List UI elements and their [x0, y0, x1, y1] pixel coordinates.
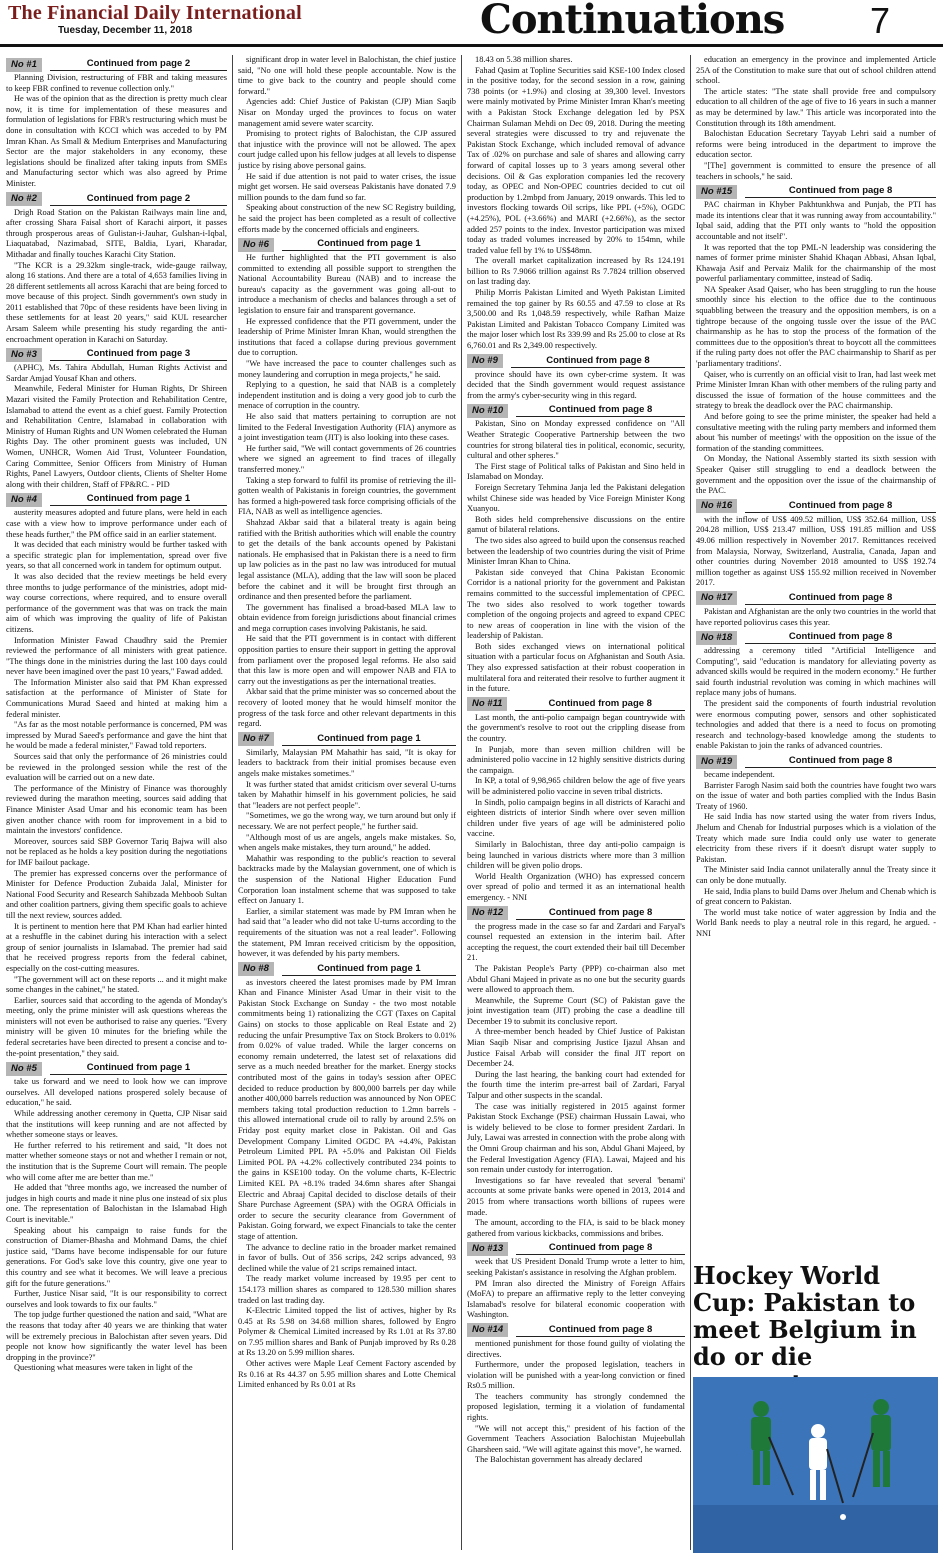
paragraph: Speaking about construction of the new SC Registry building, he said the project has been completed as a result of collective efforts made by the concerned officials and engineers.: [238, 203, 456, 234]
paragraph: Fahad Qasim at Topline Securities said KSE-100 Index closed in the positive today, for the second session in a row, gaining 738 points (or +1.9%) and closing at 39,300 level. Investors were mainly motivated by Prime Minister Imran Khan's meeting with a Pakistan Stock Exchange delegation led by PSX Chairman Sulaman Mehdi on Dec 09, 2018. During the meeting several strategies were discussed to try and rejuvenate the Pakistan Stock Exchange, which included removal of advance Tax of .02% on purchase and sale of shares and allowing carry forward of capital losses up to 3 years among several other decisions. Oil & Gas exploration companies led the recovery today, as OPEC and Non-OPEC countries decided to cut oil production by 1.2mbpd from January, 2019 onwards. This led to investors flocking towards Oil scrips, like PPL (+5%), OGDC (+4.25%), POL (+3.66%) and MARI (+2.66%), as the sector added 257 points to the index. Investor participation was mixed today as traded volumes increased by 20% to 154mn, while traded value fell by 1% to US$48mn.: [467, 65, 685, 255]
paragraph: Similarly, Malaysian PM Mahathir has said, "It is okay for leaders to backtrack from their initial promises because even angels make mistakes sometimes.": [238, 747, 456, 778]
continuation-header: [696, 755, 936, 768]
section-title: Continuations: [480, 0, 785, 43]
paragraph: NA Speaker Asad Qaiser, who has been struggling to run the house smoothly since his election to the office due to the continuous squabbling between the treasury and the opposition members, is on a tightrope because of the ongoing tussle over the issue of the PAC chairmanship as he has to stop the process of the formation of the committees due to the opposition's threat to boycott all the committees if the ruling party does not offer the PAC chairmanship to Sharif as per 'parliamentary traditions'.: [696, 284, 936, 369]
continuation-header: [696, 631, 936, 644]
paragraph: He also said that matters pertaining to corruption are not limited to the Federal Investigation Authority (FIA) anymore as a joint investigation team (JIT) is also looking into these cases.: [238, 412, 456, 443]
paragraph: Mahathir was responding to the public's reaction to several backtracks made by the Malaysian government, one of which is the suspension of the National Higher Education Fund Corporation loan instalment scheme that was supposed to take effect on January 1.: [238, 853, 456, 906]
paragraph: Pakistan, Sino on Monday expressed confidence on "All Weather Strategic Cooperative Partnership between the two countries for strong bilateral ties in political, economic, security, cultural and other spheres.": [467, 419, 685, 461]
continuation-label: Continued from page 2: [50, 193, 227, 206]
column-divider: [461, 55, 462, 1550]
continuation-number: No #14: [467, 1323, 508, 1337]
continuation-header: [6, 193, 227, 206]
paragraph: "The KCR is a 29.32km single-track, wide-gauge railway, along 16 stations. And there are a total of 4,653 families living in 28 different settlements all across Karachi that are being forced to move because of this project. Sindh government's own study in 2011 established that 70pc of these residents have been living in these settlements for at least 20 years," said KUL researcher Arsam Saleem while presenting his study regarding the anti-encroachment operation in Karachi on Saturday.: [6, 260, 227, 344]
paragraph: Meanwhile, Federal Minister for Human Rights, Dr Shireen Mazari visited the Family Protection and Rehabilitation Centre, Islamabad to attend the event as a chief guest. Family Protection and Rehabilitation Centre, Islamabad in collaboration with Ministry of Human Rights and UN Women celebrated the Human Rights Day. The other prominent guests was included, UN Women, UNHCR, Women Aid Trust, Volunteer Foundation, Caring Committee, Senior Officers from Ministry of Human Rights, Panel Lawyers, Outdoor clients, Clients of Shelter Home along with their children, Staff of FP&RC. - PID: [6, 384, 227, 489]
paragraph: Last month, the anti-polio campaign began countrywide with the government's resolve to root out the crippling disease from the country.: [467, 712, 685, 744]
paragraph: The performance of the Ministry of Finance was thoroughly reviewed during the marathon meeting, sources said adding that Finance Minister Asad Umar and his economic team has been given another chance with room for improvement in a bid to maintain the investors' confidence.: [6, 783, 227, 836]
continuation-header: [6, 58, 227, 71]
paragraph: (APHC), Ms. Tahira Abdullah, Human Rights Activist and Sardar Amjad Yousaf Khan and others.: [6, 363, 227, 383]
paragraph: The First stage of Political talks of Pakistan and Sino held in Islamabad on Monday.: [467, 461, 685, 482]
continuation-number: No #11: [467, 697, 507, 711]
paragraph: Investigations so far have revealed that several 'benami' accounts at some private banks were opened in 2013, 2014 and 2015 from where transactions worth billions of rupees were made.: [467, 1175, 685, 1217]
masthead: [0, 0, 943, 52]
page-number: 7: [870, 0, 891, 41]
continuation-label: Continued from page 8: [516, 1242, 685, 1255]
paragraph: Pakistan and Afghanistan are the only two countries in the world that have reported poliovirus cases this year.: [696, 606, 936, 627]
paragraph: On Monday, the National Assembly started its sixth session with Speaker Qaiser still struggling to end a deadlock between the government and the opposition over the issue of the chairmanship of the PAC.: [696, 454, 936, 496]
text-column-3: [467, 55, 685, 1550]
continuation-number: No #9: [467, 354, 503, 368]
paragraph: The two sides also agreed to build upon the consensus reached between the leadership of two countries during the visit of Prime Minister Imran Khan to China.: [467, 535, 685, 567]
paragraph: PAC chairman in Khyber Pakhtunkhwa and Punjab, the PTI has made its intentions clear that it was running away from accountability." Iqbal said, adding that the PTI only wants to "hold the opposition accountable and not itself".: [696, 200, 936, 241]
paragraph: Shahzad Akbar said that a bilateral treaty is again being ratified with the British authorities which will enable the country to get the details of the bank accounts opened by Pakistani nationals. He emphasised that in Pakistan there is a need to firm up law policies as in the past no law was introduced for mutual legal assistance (MLA), adding that the law will soon be placed before the cabinet and it will be brought first through an ordinance and then presented before the parliament.: [238, 517, 456, 602]
paragraph: Both sides exchanged views on international political situation with a particular focus on Afghanistan and South Asia. They also expressed satisfaction at their robust cooperation in multilateral fora and reiterated their resolve to further augment it in the future.: [467, 641, 685, 694]
paragraph: Earlier, sources said that according to the agenda of Monday's meeting, only the prime minister will ask questions whereas the ministers will not even be authorised to raise any queries. "Every ministry will be given 10 minutes for the briefing while the federal secretaries have been directed to present a concise and to-the-point presentation," they said.: [6, 995, 227, 1058]
paragraph: Akbar said that the prime minister was so concerned about the recovery of looted money that he would himself monitor the progress of the task force and other relevant departments in this regard.: [238, 687, 456, 729]
paragraph: In KP, a total of 9,98,965 children below the age of five years will be administered polio vaccine in seven tribal districts.: [467, 776, 685, 796]
paragraph: The top judge further questioned the nation and said, "What are the reasons that today after 40 years we are thinking that water will be extremely precious in Balochistan after seven years. Did people not know how significantly the water level has been dropping in the province?": [6, 1310, 227, 1362]
continuation-label: Continued from page 8: [516, 1324, 685, 1337]
issue-date: Tuesday, December 11, 2018: [58, 25, 193, 36]
paragraph: While addressing another ceremony in Quetta, CJP Nisar said that the institutions will keep running and are not affected by whether someone stays or leaves.: [6, 1109, 227, 1140]
paragraph: In Punjab, more than seven million children will be administered polio vaccine in 12 highly sensitive districts during the campaign.: [467, 744, 685, 775]
continuation-label: Continued from page 8: [516, 907, 685, 920]
paragraph: World Health Organization (WHO) has expressed concern over spread of polio and termed it as an international health emergency. - NNI: [467, 871, 685, 902]
paragraph: The advance to decline ratio in the broader market remained in favor of bulls. Out of 356 scrips, 242 scrips advanced, 93 declined while the value of 21 scrips remained intact.: [238, 1242, 456, 1273]
paragraph: Planning Division, restructuring of FBR and taking measures to keep FBR confined to revenue collection only.": [6, 73, 227, 93]
paragraph: He said India has now started using the water from rivers Indus, Jhelum and Chenab for Industrial purposes which is a violation of the Treaty which made sure India could only use water to generate electricity from these rivers if it doesn't disrupt water supply to Pakistan.: [696, 812, 936, 864]
paragraph: He expressed confidence that the PTI government, under the leadership of Prime Minister Imran Khan, would strengthen the institutions that faced a collapse during previous government due to corruption.: [238, 316, 456, 358]
paragraph: K-Electric Limited topped the list of actives, higher by Rs 0.45 at Rs 5.98 on 34.68 million shares, followed by Engro Polymer & Chemical Limited increased by Rs 1.01 at Rs 37.80 on 7.95 million shares and Bank of Punjab improved by Rs 0.28 at Rs 13.20 on 5.99 million shares.: [238, 1306, 456, 1358]
paragraph: He was of the opinion that as the direction is pretty much clear now, it is time for implementation of these measures and formulation of legislations for FBR's restructuring which must be done in consultation with KCCI which was acceded to by PM Imran Khan. As Small & Medium Enterprises and Manufacturing Sector are the major stakeholders in any economy, these legislations should be finalized after taking inputs from SMEs and Manufacturing sector which was also agreed by Prime Minister.: [6, 94, 227, 188]
paragraph: Meanwhile, the Supreme Court (SC) of Pakistan gave the joint investigation team (JIT) probing the case a deadline till December 19 to submit its conclusive report.: [467, 995, 685, 1026]
continuation-label: Continued from page 8: [745, 592, 936, 605]
paragraph: He further said, "We will contact governments of 26 countries where we signed an agreement to find traces of illegally transferred money.": [238, 443, 456, 474]
paragraph: A three-member bench headed by Chief Justice of Pakistan Mian Saqib Nisar and comprising Justice Ijazul Ahsan and Justice Faisal Arbab will consider the final JIT report on December 24.: [467, 1027, 685, 1069]
continuation-label: Continued from page 1: [282, 963, 456, 976]
continuation-number: No #12: [467, 906, 508, 920]
paragraph: He said if due attention is not paid to water crises, the issue might get worsen. He said overseas Pakistanis have donated 7.9 million pounds to the dam fund so far.: [238, 171, 456, 202]
continuation-number: No #5: [6, 1062, 42, 1076]
paragraph: It was also decided that the review meetings be held every three months to judge performance of the ministries, adopt mid-way course corrections, where required, and to ensure overall performance of the government was that was on track the main aim of which was improving the quality of life of Pakistan citizens.: [6, 571, 227, 634]
continuation-header: [467, 907, 685, 920]
paragraph: Drigh Road Station on the Pakistan Railways main line and, after crossing Shara Faisal short of Karachi airport, it passes through prosperous areas of Gulistan-i-Jauhar, Gulshan-i-Iqbal, Liaquatabad, Nazimabad, SITE, Baldia, Lyari, Kharadar, Mithadar and finally touches Karachi City Station.: [6, 207, 227, 259]
continuation-number: No #18: [696, 631, 737, 645]
paragraph: Further, Justice Nisar said, "It is our responsibility to correct ourselves and look towards to fix our faults.": [6, 1289, 227, 1309]
paragraph: Earlier, a similar statement was made by PM Imran when he had said that "a leader who did not take U-turns according to the requirements of the situation was not a real leader". Following the statement, PM Imran received criticism by the opposition, however, it was defended by his party members.: [238, 906, 456, 959]
column-divider: [690, 55, 691, 1550]
continuation-header: [696, 592, 936, 605]
continuation-header: [6, 1062, 227, 1075]
continuation-number: No #3: [6, 348, 42, 362]
paragraph: In Sindh, polio campaign begins in all districts of Karachi and eighteen districts of interior Sindh where over seven million children under five years of age will be administered polio vaccine.: [467, 797, 685, 839]
paragraph: Balochistan Education Secretary Tayyab Lehri said a number of reforms were being introduced in the department to improve the education sector.: [696, 129, 936, 160]
paragraph: Philip Morris Pakistan Limited and Wyeth Pakistan Limited remained the top gainer by Rs 60.55 and 47.59 to close at Rs 3,500.00 and Rs 1,048.59 respectively, while Rafhan Maize Pakistan Limited and Pakistan Tobacco Company Limited was the major loser which lost Rs 339.99 and Rs 25.00 to close at Rs 6,760.01 and Rs 2,349.00 respectively.: [467, 288, 685, 351]
continuation-number: No #16: [696, 499, 737, 513]
newspaper-name: The Financial Daily International: [8, 2, 302, 24]
paragraph: Replying to a question, he said that NAB is a completely independent institution and is doing a very good job to curb the menace of corruption in the country.: [238, 380, 456, 411]
continuation-number: No #19: [696, 755, 737, 769]
paragraph: as investors cheered the latest promises made by PM Imran Khan and Finance Minister Asad Umar in their visit to the Pakistan Stock Exchange on Sunday - the two most notable commitments being 1) rationalizing the CGT (Taxes on Capital Gains) on stocks to those applicable on Real Estate and 2) reducing the unfair Presumptive Tax on Stock Brokers to 0.01% from 0.02% of value traded. While the larger concerns on economy remain undeterred, the latest set of relaxations did serve as a much needed breather for the market. Energy stocks contributed most of the gains in today's session after OPEC decided to reduce production by 800,000 barrels per day while another 400,000 barrels reduction was announced by Non OPEC members taking total production reduction to 1.2mn barrels - this allowed international crude oil to rally by around 2.5% on Friday post equity market close in Pakistan. Oil and Gas Development Company Limited OGDC PA +4.4%, Pakistan Petroleum Limited PPL PA +5.0% and Pakistan Oil Fields Limited POL PA +4.2% collectively contributed 234 points to the gains in KSE100 today. On the volume charts, K-Electric Limited KEL PA +8.1% traded 34.6mn shares after Shangai Electric and Abraaj Capital decided to disclose details of their Share Purchase Agreement (SPA) with the OGRA Officials in order to secure the security clearance from Government of Pakistan. Going forward, we expect Financials to take the center stage of attention.: [238, 977, 456, 1241]
paragraph: became independent.: [704, 770, 775, 780]
continuation-number: No #13: [467, 1242, 508, 1256]
paragraph: province should have its own cyber-crime system. It was decided that the Sindh government would request assistance from the army's cyber-security wing in this regard.: [467, 369, 685, 400]
paragraph: The article states: "The state shall provide free and compulsory education to all children of the age of five to 16 years in such a manner as may be determined by law." This article was incorporated into the Constitution through its 18th amendment.: [696, 86, 936, 128]
continuation-label: Continued from page 3: [50, 348, 227, 361]
continuation-label: Continued from page 1: [50, 1062, 227, 1075]
paragraph: During the last hearing, the banking court had extended for the fourth time the interim pre-arrest bail of Zardari, Faryal Talpur and other suspects in the scandal.: [467, 1069, 685, 1101]
paragraph: Both sides held comprehensive discussions on the entire gamut of bilateral relations.: [467, 514, 685, 535]
paragraph: "Although most of us are angels, angels make mistakes. So, when angels make mistakes, they turn around," he added.: [238, 832, 456, 853]
paragraph: The government has finalised a broad-based MLA law to obtain evidence from foreign jurisdictions about financial crimes and mega corruption cases involving Pakistanis, he said.: [238, 602, 456, 633]
paragraph: Agencies add: Chief Justice of Pakistan (CJP) Mian Saqib Nisar on Monday urged the provinces to focus on water management amid severe water scarcity.: [238, 97, 456, 128]
paragraph: The Balochistan government has already declared: [475, 1455, 643, 1465]
paragraph: Barrister Farogh Nasim said both the countries have fought two wars on the issue of water and both parties complied with the Indus Basin Treaty of 1960.: [696, 780, 936, 811]
continuation-header: [467, 1324, 685, 1337]
continuation-header: [467, 1242, 685, 1255]
paragraph: It is pertinent to mention here that PM Khan had earlier hinted at a reshuffle in the cabinet during his interaction with a select group of senior journalists in Islamabad. The premier had said that he received progress reports from the federal cabinet, especially on the cost-cutting measures.: [6, 921, 227, 973]
paragraph: "We will not accept this," president of his faction of the Government Teachers Association Balochistan Mujeebullah Gharsheen said. "We will agitate against this move", he warned.: [467, 1423, 685, 1454]
continuation-header: [238, 238, 456, 251]
text-column-2: [238, 55, 456, 1550]
continuation-number: No #10: [467, 404, 508, 418]
continuation-label: Continued from page 8: [745, 185, 936, 198]
paragraph: Information Minister Fawad Chaudhry said the Premier reviewed the performance of all ministers with great patience. "The things done in the ministries during the last 100 days could never have been imagined over the past 10 years," Fawad added.: [6, 635, 227, 677]
paragraph: The Minister said India cannot unilaterally annul the Treaty since it can only be done mutually.: [696, 865, 936, 885]
continuation-number: No #1: [6, 58, 42, 72]
paragraph: The ready market volume increased by 19.95 per cent to 154.173 million shares as compared to 128.530 million shares traded on last trading day.: [238, 1274, 456, 1305]
paragraph: "Sometimes, we go the wrong way, we turn around but only if necessary. We are not perfect people," he further said.: [238, 811, 456, 831]
paragraph: Furthermore, under the proposed legislation, teachers in violation will be punished with a year-long conviction or fined Rs0.5 million.: [467, 1360, 685, 1391]
continuation-label: Continued from page 1: [282, 238, 456, 251]
paragraph: PM Imran also directed the Ministry of Foreign Affairs (MoFA) to prepare an affirmative reply to the letter conveying Islamabad's resolve for bilateral economic cooperation with Washington.: [467, 1278, 685, 1320]
paragraph: The teachers community has strongly condemned the proposed legislation, terming it a violation of fundamental rights.: [467, 1391, 685, 1423]
continuation-header: [6, 348, 227, 361]
paragraph: the progress made in the case so far and Zardari and Faryal's counsel requested an extension in the interim bail. After accepting the request, the court extended their bail till December 21.: [467, 921, 685, 963]
continuation-number: No #15: [696, 185, 737, 199]
paragraph: Other actives were Maple Leaf Cement Factory ascended by Rs 0.16 at Rs 44.37 on 5.95 million shares and Lotte Chemical Limited enhanced by Rs 0.01 at Rs: [238, 1359, 456, 1390]
paragraph: addressing a ceremony titled "Artificial Intelligence and Computing", said "education is mandatory for alleviating poverty as advanced skills would be required in the modern economy." He further said fourth industrial revolution was coming in which machines will replace many jobs of humans.: [696, 646, 936, 698]
paragraph: education an emergency in the province and implemented Article 25A of the Constitution to make sure that out of school children attend school.: [696, 55, 936, 86]
paragraph: The world must take notice of water aggression by India and the World Bank needs to play a neutral role in this regard, he argued. - NNI: [696, 907, 936, 938]
paragraph: "As far as the most notable performance is concerned, PM was impressed by Murad Saeed's performance and gave the hint that he would be made a federal minister," Fawad told reporters.: [6, 720, 227, 751]
paragraph: He said, India plans to build Dams over Jhelum and Chenab which is of great concern to Pakistan.: [696, 886, 936, 907]
paragraph: with the inflow of US$ 409.52 million, US$ 352.64 million, US$ 204.28 million, US$ 213.47 million, US$ 191.85 million and US$ 49.06 million respectively in November 2017. Remittances received from Malaysia, Norway, Switzerland, Australia, Canada, Japan and other countries during November 2018 amounted to US$ 192.74 million together as against US$ 155.92 million received in November 2017.: [696, 514, 936, 588]
continuation-header: [238, 733, 456, 746]
paragraph: Sources said that only the performance of 26 ministries could be reviewed in the prolonged session while the rest of the evaluation will be carried out on a new date.: [6, 752, 227, 783]
paragraph: "The government will act on these reports ... and it might make some changes in the cabinet," he stated.: [6, 974, 227, 995]
paragraph: The premier has expressed concerns over the performance of Minister for Defence Production Zubaida Jalal, Minister for National Food Security and Research Sahibzada Mehboob Sultan and other coalition partners, giving them specific goals to achieve till the next review, sources added.: [6, 868, 227, 920]
paragraph: Taking a step forward to fulfil its promise of retrieving the ill-gotten wealth of Pakistanis in foreign countries, the government has formed a high-powered task force comprising officials of the FIA, NAB as well as intelligence agencies.: [238, 475, 456, 517]
paragraph: take us forward and we need to look how we can improve ourselves. All developed nations prospered solely because of education," he said.: [6, 1077, 227, 1108]
continuation-label: Continued from page 8: [745, 500, 936, 513]
hockey-headline: Hockey World Cup: Pakistan to meet Belgium in do or die: [693, 1261, 917, 1371]
continuation-label: Continued from page 8: [745, 755, 936, 768]
continuation-number: No #2: [6, 192, 42, 206]
paragraph: austerity measures adopted and future plans, were held in each case with a view how to improve performance under each of these heads further," the PM office said in an earlier statement.: [6, 508, 227, 539]
continuation-label: Continued from page 1: [282, 733, 456, 746]
paragraph: mentioned punishment for those found guilty of violating the directives.: [467, 1338, 685, 1359]
top-rule: [0, 44, 943, 47]
paragraph: Similarly in Balochistan, three day anti-polio campaign is being launched in various districts where more than 3 million children will be given polio drops.: [467, 839, 685, 871]
paragraph: week that US President Donald Trump wrote a letter to him, seeking Pakistan's assistance in resolving the Afghan problem.: [467, 1257, 685, 1277]
continuation-number: No #17: [696, 591, 737, 605]
paragraph: significant drop in water level in Balochistan, the chief justice said, "No one will hold these people accountable. Now is the time to give back to the country and people should come forward.": [238, 55, 456, 96]
continuation-header: [6, 493, 227, 506]
paragraph: Promising to protect rights of Balochistan, the CJP assured that injustice with the province will not be allowed. The apex court judge called upon his fellow judges at all levels to dispense justice by rising above personal gains.: [238, 129, 456, 170]
paragraph: The overall market capitalization increased by Rs 124.191 billion to Rs 7.9066 trillion against Rs 7.7824 trillion observed on last trading day.: [467, 256, 685, 287]
paragraph: It was reported that the top PML-N leadership was considering the names of former prime minister Shahid Khaqan Abbasi, Ahsan Iqbal, Khawaja Asif and Pervaiz Malik for the chairmanship of the most powerful parliamentary committee, instead of Sadiq.: [696, 242, 936, 284]
continuation-header: [696, 185, 936, 198]
continuation-header: [238, 963, 456, 976]
paragraph: And before going to see the prime minister, the speaker had held a consultative meeting with the ruling party members and informed them about 'his number of meetings' with the opposition on the issue of the formation of the standing committees.: [696, 412, 936, 453]
paragraph: Qaiser, who is currently on an official visit to Iran, had last week met Prime Minister Imran Khan with other members of the ruling party and discussed the issue of formation of the house committees and the strategy to break the deadlock over the PAC chairmanship.: [696, 369, 936, 411]
continuation-label: Continued from page 8: [511, 355, 685, 368]
continuation-header: [467, 355, 685, 368]
text-column-1: [6, 55, 227, 1550]
paragraph: 18.43 on 5.38 million shares.: [475, 55, 573, 64]
paragraph: He said that the PTI government is in contact with different opposition parties to ensure their support in getting the approval from parliament over the proposed legal reforms. He also said that this law is more open and will empower NAB and FIA to carry out the investigations as per the international treaties.: [238, 634, 456, 686]
paragraph: Pakistan side conveyed that China Pakistan Economic Corridor is a national priority for the government and Pakistan remains committed to the successful implementation of CPEC. The two sides also resolved to work together towards completion of the ongoing projects and agreed to expand CPEC to new areas of cooperation in line with the vision of the leadership of Pakistan.: [467, 567, 685, 641]
paragraph: He further referred to his retirement and said, "It does not matter whether someone stays or not and whether I remain or not, the institution that is the Supreme Court will remain. The people who will come after me are better than me.": [6, 1140, 227, 1182]
paragraph: Speaking about his campaign to raise funds for the construction of Diamer-Bhasha and Mohmand Dams, the chief justice said, "Dams have become indispensable for our future generations. For God's sake love this country, give one year to this country and see what it becomes. We will leave a precious gift for the future generations.": [6, 1225, 227, 1288]
continuation-header: [467, 404, 685, 417]
continuation-header: [467, 698, 685, 711]
hockey-photo: [693, 1377, 938, 1553]
column-divider: [232, 55, 233, 1550]
continuation-number: No #8: [238, 962, 274, 976]
paragraph: Moreover, sources said SBP Governor Tariq Bajwa will also not be replaced as he holds a key position during the negotiations for IMF bailout package.: [6, 836, 227, 867]
paragraph: It was decided that each ministry would be further tasked with a specific strategic plan for implementation, spread over five years, so that all concerned work in tandem for optimum output.: [6, 540, 227, 571]
continuation-number: No #4: [6, 493, 42, 507]
paragraph: The Information Minister also said that PM Khan expressed satisfaction at the performance of Minister of State for Communications Murad Saeed and hinted at making him a federal minister.: [6, 677, 227, 719]
paragraph: Questioning what measures were taken in light of the: [14, 1363, 193, 1373]
paragraph: The case was initially registered in 2015 against former Pakistan Stock Exchange (PSE) chairman Hussain Lawai, who is widely believed to be close to former president Zardari. In July, Lawai was arrested in connection with the probe along with the Omni Group chairman and his son, Abdul Ghani Majeed, by the Federal Investigation Agency (FIA). Lawai, Majeed and his son remain under custody for interrogation.: [467, 1101, 685, 1175]
continuation-label: Continued from page 2: [50, 58, 227, 71]
continuation-number: No #6: [238, 238, 274, 252]
continuation-label: Continued from page 8: [745, 631, 936, 644]
paragraph: Foreign Secretary Tehmina Janja led the Pakistani delegation whilst Chinese side was headed by Vice Foreign Minister Kong Xuanyou.: [467, 482, 685, 514]
continuation-label: Continued from page 8: [515, 698, 685, 711]
text-column-4: [696, 55, 936, 1252]
paragraph: It was further stated that amidst criticism over several U-turns taken by Mahathir himself in his government policies, he said that "leaders are not perfect people".: [238, 779, 456, 810]
continuation-label: Continued from page 8: [516, 404, 685, 417]
paragraph: "We have increased the pace to counter challenges such as money laundering and corruption in mega projects," he said.: [238, 359, 456, 379]
paragraph: The amount, according to the FIA, is said to be black money gathered from various kickbacks, commissions and bribes.: [467, 1218, 685, 1238]
paragraph: The Pakistan People's Party (PPP) co-chairman also met Abdul Ghani Majeed in private as no one but the security guards were allowed to approach them.: [467, 963, 685, 995]
continuation-header: [696, 500, 936, 513]
continuation-number: No #7: [238, 732, 274, 746]
paragraph: The president said the components of fourth industrial revolution were enormous computing power, sensors and other sophisticated technologies and added that there is a need to focus on promoting research and technology-based knowledge among the students to enable Pakistan to join the ranks of advanced countries.: [696, 699, 936, 751]
continuation-label: Continued from page 1: [50, 493, 227, 506]
paragraph: He added that "three months ago, we increased the number of judges in high courts and made it nine plus one instead of six plus one. The representation of Balochistan in the Islamabad High Court is inevitable.": [6, 1183, 227, 1224]
paragraph: "[The] government is committed to ensure the presence of all teachers in schools," he said.: [696, 160, 936, 181]
paragraph: He further highlighted that the PTI government is also committed to extending all possible support to strengthen the National Accountability Bureau (NAB) and to increase the bureau's capacity as the government was going all-out to introduce a mechanism of checks and balances through a set of legislation to ensure fair and transparent governance.: [238, 253, 456, 316]
